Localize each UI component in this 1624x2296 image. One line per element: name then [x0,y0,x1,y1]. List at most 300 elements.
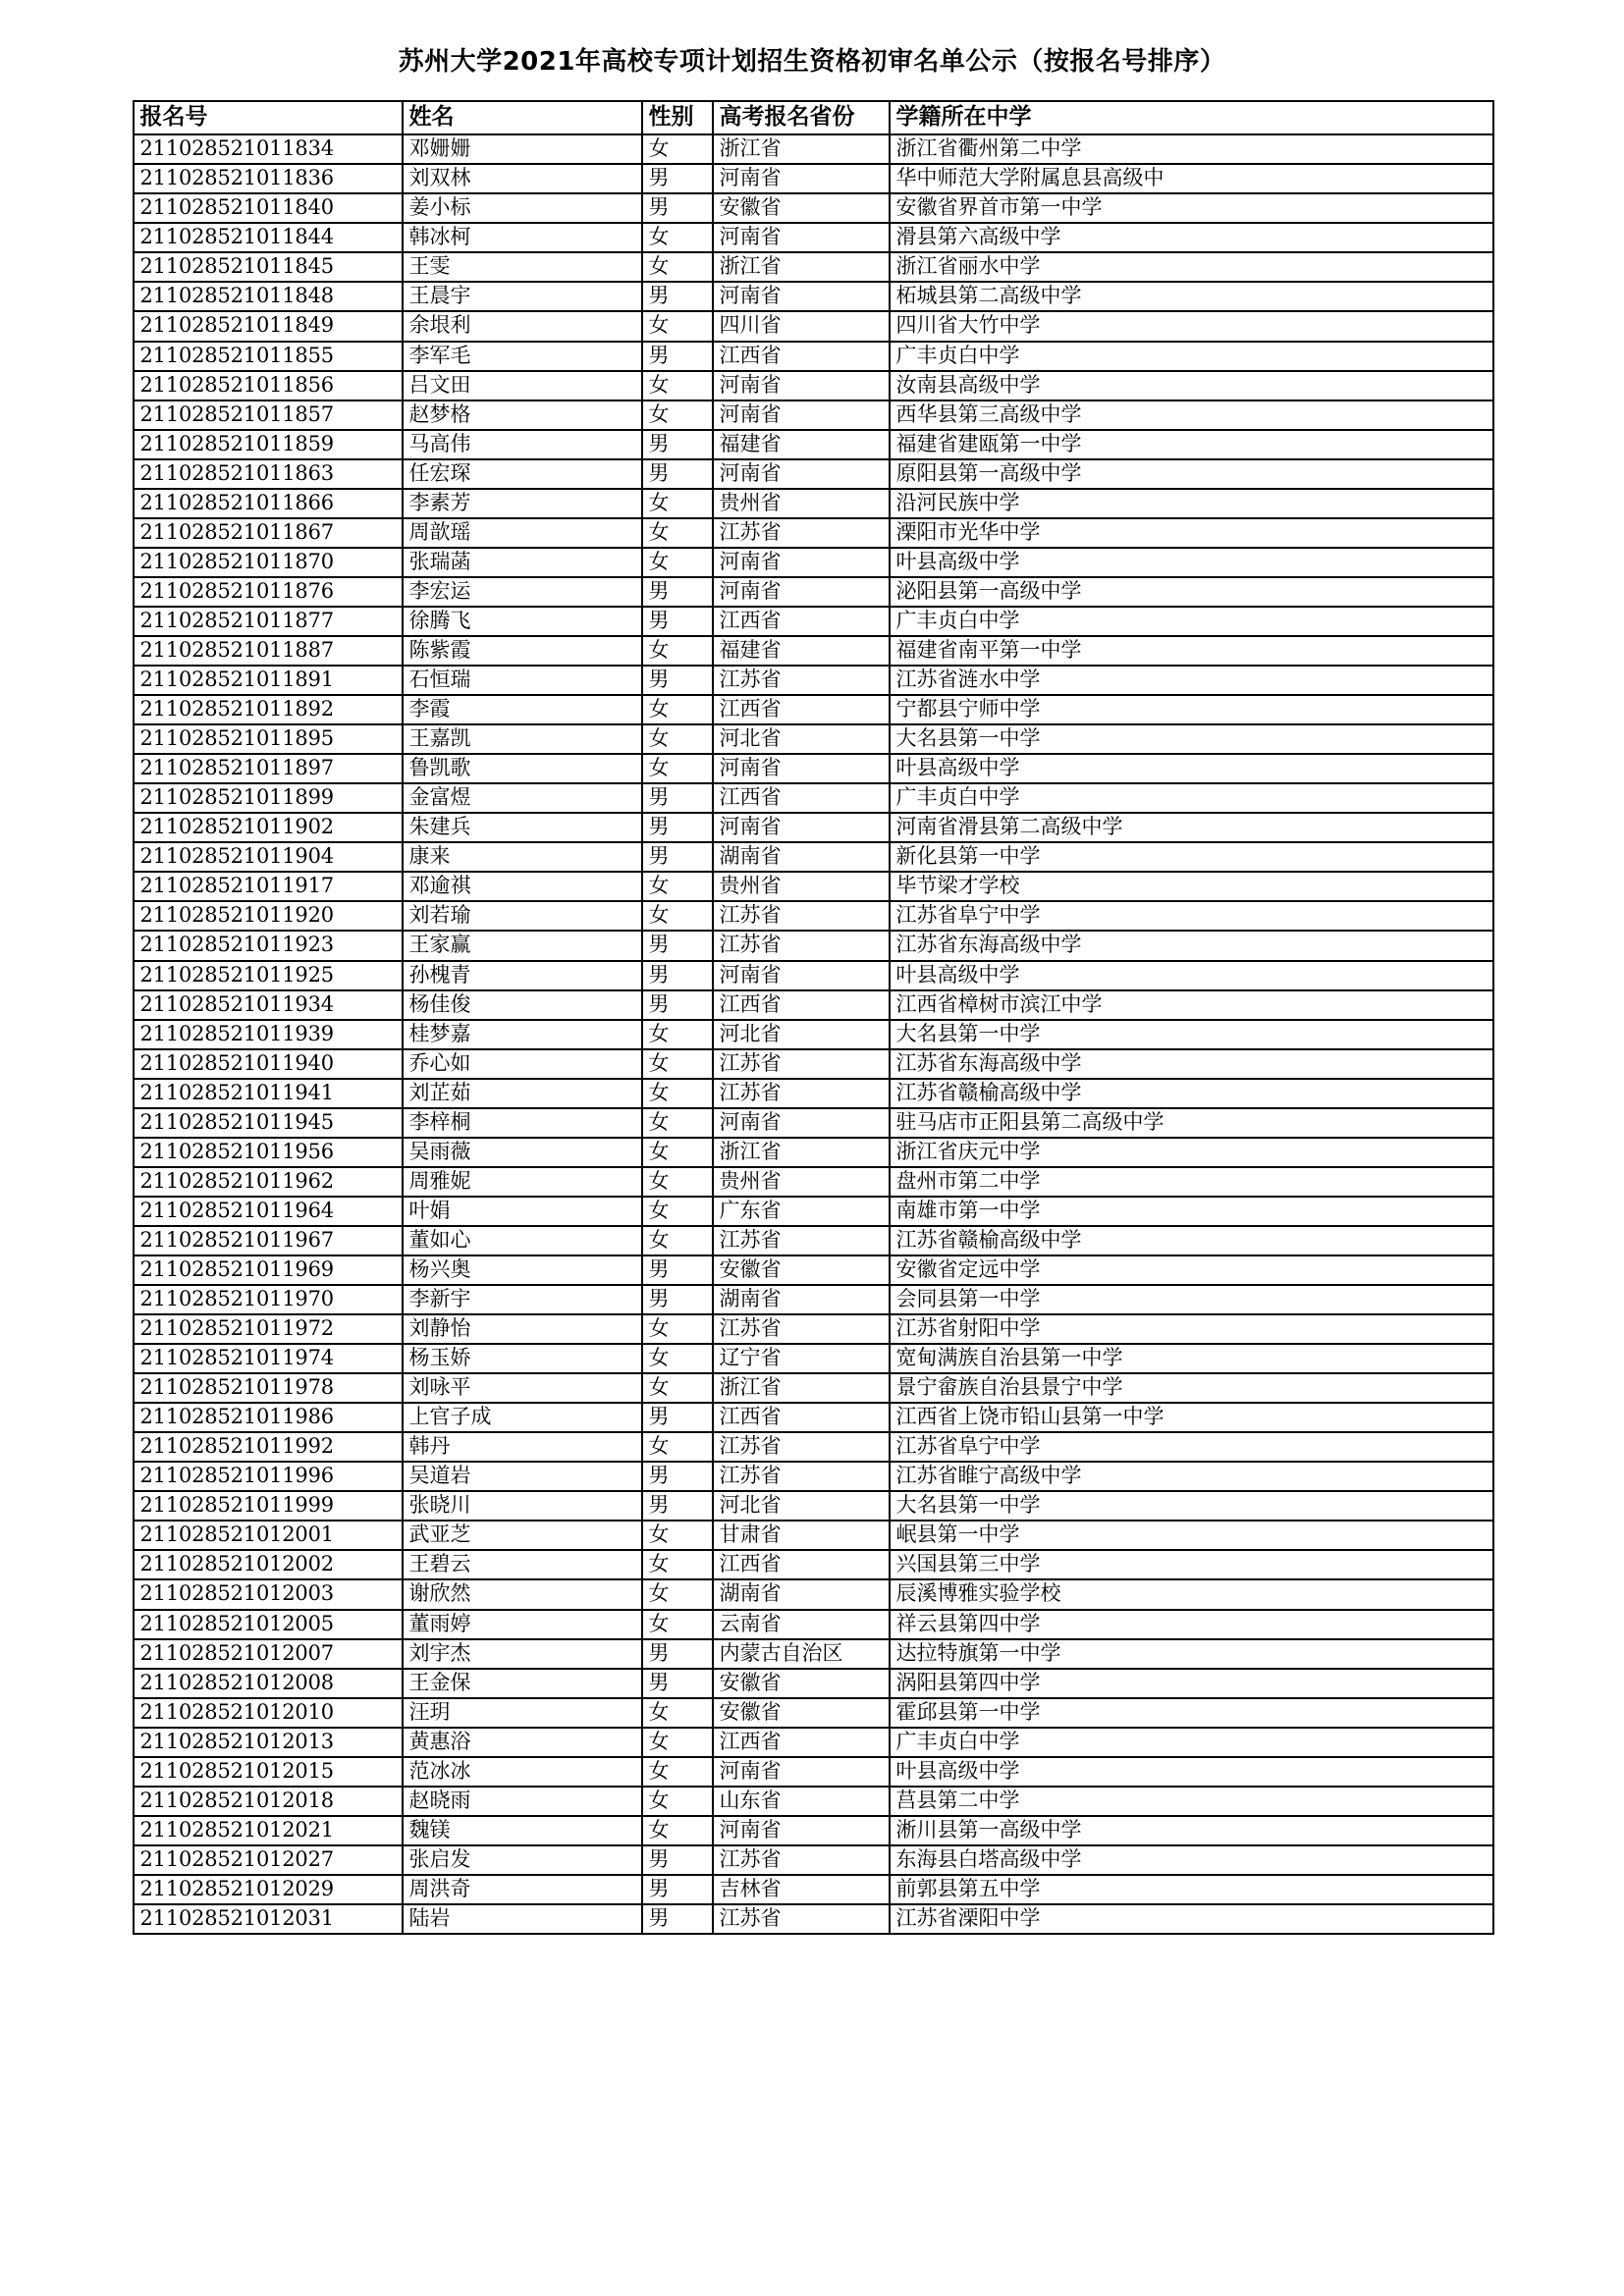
table-row [134,1610,1493,1639]
cell-province: 江苏省 [713,1432,890,1462]
table-row [134,1579,1493,1609]
cell-province: 河南省 [713,459,890,489]
cell-gender: 女 [642,1816,713,1845]
cell-province: 江西省 [713,342,890,371]
cell-school: 柘城县第二高级中学 [890,282,1493,311]
column-header-name: 姓名 [403,101,642,134]
cell-province: 河南省 [713,1757,890,1787]
cell-name: 张启发 [403,1845,642,1875]
cell-school: 前郭县第五中学 [890,1875,1493,1904]
cell-name: 吴雨薇 [403,1138,642,1167]
cell-name: 汪玥 [403,1698,642,1728]
cell-school: 河南省滑县第二高级中学 [890,813,1493,842]
table-row [134,990,1493,1020]
cell-gender: 男 [642,1403,713,1432]
cell-application-number: 211028521011848 [134,282,403,311]
cell-gender: 男 [642,1904,713,1934]
cell-gender: 女 [642,1344,713,1373]
cell-application-number: 211028521012003 [134,1579,403,1609]
cell-school: 宁都县宁师中学 [890,695,1493,724]
table-row [134,400,1493,430]
cell-province: 河北省 [713,1491,890,1521]
cell-name: 康来 [403,842,642,872]
cell-name: 乔心如 [403,1049,642,1079]
cell-province: 河南省 [713,813,890,842]
cell-school: 南雄市第一中学 [890,1197,1493,1226]
cell-province: 江西省 [713,783,890,813]
cell-application-number: 211028521012031 [134,1904,403,1934]
cell-name: 范冰冰 [403,1757,642,1787]
cell-province: 江苏省 [713,1904,890,1934]
cell-school: 江苏省射阳中学 [890,1314,1493,1344]
cell-gender: 女 [642,872,713,901]
cell-name: 吕文田 [403,371,642,400]
cell-application-number: 211028521012001 [134,1521,403,1550]
cell-province: 河南省 [713,223,890,252]
cell-province: 江西省 [713,990,890,1020]
table-row [134,1669,1493,1698]
cell-name: 杨兴奥 [403,1255,642,1285]
cell-school: 四川省大竹中学 [890,311,1493,341]
cell-gender: 女 [642,311,713,341]
cell-province: 安徽省 [713,1669,890,1698]
cell-application-number: 211028521011866 [134,489,403,518]
cell-gender: 女 [642,1167,713,1197]
cell-application-number: 211028521011895 [134,724,403,754]
cell-application-number: 211028521011956 [134,1138,403,1167]
cell-name: 周洪奇 [403,1875,642,1904]
cell-application-number: 211028521011939 [134,1020,403,1049]
cell-gender: 男 [642,1491,713,1521]
cell-province: 贵州省 [713,489,890,518]
cell-name: 韩冰柯 [403,223,642,252]
cell-school: 江苏省东海高级中学 [890,931,1493,960]
page-title: 苏州大学2021年高校专项计划招生资格初审名单公示（按报名号排序） [398,47,1226,77]
cell-province: 河北省 [713,1020,890,1049]
table-row [134,1049,1493,1079]
cell-gender: 男 [642,577,713,607]
column-header-province: 高考报名省份 [713,101,890,134]
cell-gender: 男 [642,430,713,459]
table-header-row [134,101,1493,134]
cell-name: 王晨宇 [403,282,642,311]
table-row [134,754,1493,783]
cell-name: 周雅妮 [403,1167,642,1197]
cell-application-number: 211028521011834 [134,134,403,164]
cell-province: 河南省 [713,577,890,607]
cell-school: 莒县第二中学 [890,1787,1493,1816]
cell-gender: 女 [642,1521,713,1550]
cell-gender: 女 [642,1610,713,1639]
cell-application-number: 211028521011964 [134,1197,403,1226]
cell-school: 叶县高级中学 [890,1757,1493,1787]
cell-application-number: 211028521011877 [134,607,403,636]
cell-gender: 男 [642,1462,713,1491]
table-row [134,1491,1493,1521]
cell-school: 浙江省庆元中学 [890,1138,1493,1167]
cell-gender: 男 [642,813,713,842]
cell-application-number: 211028521011845 [134,252,403,282]
table-row [134,1904,1493,1934]
cell-school: 广丰贞白中学 [890,607,1493,636]
cell-name: 邓逾祺 [403,872,642,901]
cell-school: 会同县第一中学 [890,1285,1493,1314]
cell-name: 武亚芝 [403,1521,642,1550]
cell-school: 东海县白塔高级中学 [890,1845,1493,1875]
cell-application-number: 211028521011859 [134,430,403,459]
cell-province: 江西省 [713,607,890,636]
cell-school: 驻马店市正阳县第二高级中学 [890,1108,1493,1138]
table-row [134,1079,1493,1108]
table-row [134,252,1493,282]
cell-province: 山东省 [713,1787,890,1816]
cell-application-number: 211028521011897 [134,754,403,783]
cell-school: 汝南县高级中学 [890,371,1493,400]
cell-school: 叶县高级中学 [890,754,1493,783]
cell-application-number: 211028521011974 [134,1344,403,1373]
cell-gender: 男 [642,607,713,636]
cell-school: 大名县第一中学 [890,1491,1493,1521]
cell-school: 江苏省溧阳中学 [890,1904,1493,1934]
cell-application-number: 211028521011857 [134,400,403,430]
cell-province: 江苏省 [713,1079,890,1108]
cell-application-number: 211028521011876 [134,577,403,607]
cell-application-number: 211028521011972 [134,1314,403,1344]
cell-province: 浙江省 [713,1138,890,1167]
table-row [134,193,1493,223]
cell-school: 新化县第一中学 [890,842,1493,872]
cell-application-number: 211028521012010 [134,1698,403,1728]
cell-application-number: 211028521012008 [134,1669,403,1698]
cell-gender: 女 [642,636,713,666]
cell-school: 广丰贞白中学 [890,342,1493,371]
table-row [134,1403,1493,1432]
table-row [134,459,1493,489]
cell-application-number: 211028521011892 [134,695,403,724]
cell-gender: 男 [642,961,713,990]
cell-name: 徐腾飞 [403,607,642,636]
cell-application-number: 211028521011891 [134,666,403,695]
cell-application-number: 211028521012015 [134,1757,403,1787]
cell-gender: 男 [642,342,713,371]
table-row [134,931,1493,960]
cell-school: 叶县高级中学 [890,961,1493,990]
table-row [134,1373,1493,1403]
cell-province: 辽宁省 [713,1344,890,1373]
cell-gender: 男 [642,783,713,813]
cell-name: 邓姗姗 [403,134,642,164]
cell-province: 内蒙古自治区 [713,1639,890,1669]
cell-province: 江苏省 [713,1226,890,1255]
cell-school: 江苏省赣榆高级中学 [890,1079,1493,1108]
cell-name: 金富煜 [403,783,642,813]
cell-province: 吉林省 [713,1875,890,1904]
cell-name: 魏镁 [403,1816,642,1845]
cell-name: 马高伟 [403,430,642,459]
cell-school: 原阳县第一高级中学 [890,459,1493,489]
cell-province: 安徽省 [713,193,890,223]
cell-application-number: 211028521011870 [134,548,403,577]
cell-gender: 女 [642,489,713,518]
cell-province: 安徽省 [713,1698,890,1728]
cell-province: 云南省 [713,1610,890,1639]
cell-school: 福建省南平第一中学 [890,636,1493,666]
cell-gender: 女 [642,1550,713,1579]
cell-gender: 女 [642,1314,713,1344]
cell-gender: 女 [642,1698,713,1728]
table-row [134,872,1493,901]
cell-application-number: 211028521011967 [134,1226,403,1255]
cell-application-number: 211028521011904 [134,842,403,872]
cell-name: 李军毛 [403,342,642,371]
cell-gender: 男 [642,1845,713,1875]
table-row [134,695,1493,724]
table-row [134,371,1493,400]
cell-gender: 女 [642,134,713,164]
cell-school: 大名县第一中学 [890,1020,1493,1049]
table-row [134,1698,1493,1728]
cell-province: 江苏省 [713,1845,890,1875]
cell-school: 泌阳县第一高级中学 [890,577,1493,607]
table-row [134,223,1493,252]
table-header [134,101,1493,134]
cell-application-number: 211028521011917 [134,872,403,901]
cell-school: 西华县第三高级中学 [890,400,1493,430]
cell-province: 江苏省 [713,1462,890,1491]
cell-name: 王嘉凯 [403,724,642,754]
table-row [134,1462,1493,1491]
cell-name: 李新宇 [403,1285,642,1314]
cell-name: 赵梦格 [403,400,642,430]
cell-name: 张晓川 [403,1491,642,1521]
cell-school: 兴国县第三中学 [890,1550,1493,1579]
table-row [134,1432,1493,1462]
cell-school: 江西省上饶市铅山县第一中学 [890,1403,1493,1432]
cell-application-number: 211028521011940 [134,1049,403,1079]
cell-application-number: 211028521011840 [134,193,403,223]
cell-province: 浙江省 [713,252,890,282]
table-row [134,1197,1493,1226]
cell-name: 王金保 [403,1669,642,1698]
cell-application-number: 211028521011999 [134,1491,403,1521]
table-row [134,1728,1493,1757]
cell-gender: 女 [642,1049,713,1079]
table-row [134,1255,1493,1285]
table-row [134,1167,1493,1197]
cell-name: 杨佳俊 [403,990,642,1020]
cell-application-number: 211028521012013 [134,1728,403,1757]
cell-gender: 女 [642,695,713,724]
roster-table [133,100,1494,1935]
cell-gender: 男 [642,990,713,1020]
table-row [134,489,1493,518]
cell-school: 霍邱县第一中学 [890,1698,1493,1728]
table-row [134,1344,1493,1373]
table-row [134,134,1493,164]
cell-school: 浙江省衢州第二中学 [890,134,1493,164]
cell-school: 岷县第一中学 [890,1521,1493,1550]
table-row [134,311,1493,341]
cell-province: 四川省 [713,311,890,341]
cell-application-number: 211028521011836 [134,164,403,193]
cell-application-number: 211028521011962 [134,1167,403,1197]
table-row [134,1845,1493,1875]
cell-province: 江苏省 [713,1049,890,1079]
cell-school: 浙江省丽水中学 [890,252,1493,282]
table-row [134,342,1493,371]
cell-application-number: 211028521011899 [134,783,403,813]
cell-name: 韩丹 [403,1432,642,1462]
cell-school: 祥云县第四中学 [890,1610,1493,1639]
table-row [134,813,1493,842]
table-row [134,1020,1493,1049]
cell-name: 黄惠浴 [403,1728,642,1757]
cell-application-number: 211028521011969 [134,1255,403,1285]
cell-province: 广东省 [713,1197,890,1226]
cell-name: 谢欣然 [403,1579,642,1609]
table-row [134,1108,1493,1138]
cell-name: 王雯 [403,252,642,282]
roster-table-container [133,100,1492,1935]
table-row [134,961,1493,990]
cell-province: 江西省 [713,1550,890,1579]
cell-province: 江西省 [713,1403,890,1432]
cell-province: 河南省 [713,548,890,577]
cell-name: 石恒瑞 [403,666,642,695]
cell-gender: 女 [642,1373,713,1403]
cell-name: 陆岩 [403,1904,642,1934]
cell-school: 安徽省界首市第一中学 [890,193,1493,223]
cell-name: 任宏琛 [403,459,642,489]
cell-province: 河南省 [713,282,890,311]
cell-name: 叶娟 [403,1197,642,1226]
cell-application-number: 211028521012029 [134,1875,403,1904]
cell-gender: 女 [642,1432,713,1462]
cell-application-number: 211028521012021 [134,1816,403,1845]
table-row [134,1875,1493,1904]
cell-name: 李梓桐 [403,1108,642,1138]
table-row [134,1550,1493,1579]
cell-school: 景宁畲族自治县景宁中学 [890,1373,1493,1403]
cell-school: 宽甸满族自治县第一中学 [890,1344,1493,1373]
cell-name: 张瑞菡 [403,548,642,577]
cell-gender: 女 [642,1226,713,1255]
table-row [134,1787,1493,1816]
cell-application-number: 211028521011945 [134,1108,403,1138]
cell-application-number: 211028521011923 [134,931,403,960]
cell-school: 大名县第一中学 [890,724,1493,754]
cell-application-number: 211028521011986 [134,1403,403,1432]
cell-name: 姜小标 [403,193,642,223]
cell-province: 河南省 [713,754,890,783]
cell-province: 江西省 [713,1728,890,1757]
table-row [134,607,1493,636]
cell-province: 浙江省 [713,134,890,164]
cell-school: 淅川县第一高级中学 [890,1816,1493,1845]
cell-name: 赵晓雨 [403,1787,642,1816]
cell-gender: 男 [642,931,713,960]
cell-gender: 女 [642,518,713,548]
cell-application-number: 211028521011978 [134,1373,403,1403]
table-row [134,724,1493,754]
cell-province: 福建省 [713,636,890,666]
cell-name: 杨玉娇 [403,1344,642,1373]
cell-school: 辰溪博雅实验学校 [890,1579,1493,1609]
cell-application-number: 211028521012018 [134,1787,403,1816]
cell-gender: 男 [642,164,713,193]
cell-province: 福建省 [713,430,890,459]
cell-gender: 男 [642,842,713,872]
cell-name: 王碧云 [403,1550,642,1579]
cell-school: 达拉特旗第一中学 [890,1639,1493,1669]
cell-school: 叶县高级中学 [890,548,1493,577]
cell-gender: 男 [642,1639,713,1669]
cell-school: 沿河民族中学 [890,489,1493,518]
cell-application-number: 211028521011856 [134,371,403,400]
table-row [134,842,1493,872]
cell-province: 河南省 [713,164,890,193]
cell-gender: 女 [642,252,713,282]
table-row [134,518,1493,548]
cell-application-number: 211028521011941 [134,1079,403,1108]
cell-name: 李宏运 [403,577,642,607]
table-row [134,548,1493,577]
cell-province: 江苏省 [713,931,890,960]
cell-gender: 女 [642,724,713,754]
cell-gender: 女 [642,901,713,931]
cell-application-number: 211028521011925 [134,961,403,990]
cell-name: 桂梦嘉 [403,1020,642,1049]
table-row [134,1757,1493,1787]
table-row [134,430,1493,459]
cell-name: 上官子成 [403,1403,642,1432]
cell-school: 江苏省阜宁中学 [890,901,1493,931]
cell-school: 滑县第六高级中学 [890,223,1493,252]
cell-gender: 男 [642,1255,713,1285]
cell-gender: 女 [642,754,713,783]
cell-application-number: 211028521011996 [134,1462,403,1491]
cell-gender: 女 [642,223,713,252]
cell-province: 安徽省 [713,1255,890,1285]
cell-application-number: 211028521012007 [134,1639,403,1669]
cell-gender: 女 [642,1787,713,1816]
cell-school: 盘州市第二中学 [890,1167,1493,1197]
cell-school: 江苏省赣榆高级中学 [890,1226,1493,1255]
cell-application-number: 211028521011844 [134,223,403,252]
cell-name: 朱建兵 [403,813,642,842]
cell-school: 涡阳县第四中学 [890,1669,1493,1698]
cell-gender: 男 [642,282,713,311]
cell-gender: 女 [642,1079,713,1108]
cell-gender: 女 [642,1138,713,1167]
cell-name: 王家赢 [403,931,642,960]
cell-application-number: 211028521011887 [134,636,403,666]
cell-gender: 男 [642,193,713,223]
column-header-gender: 性别 [642,101,713,134]
cell-application-number: 211028521011849 [134,311,403,341]
cell-gender: 男 [642,459,713,489]
table-row [134,783,1493,813]
table-row [134,1285,1493,1314]
cell-name: 董雨婷 [403,1610,642,1639]
cell-application-number: 211028521011863 [134,459,403,489]
cell-application-number: 211028521012005 [134,1610,403,1639]
cell-province: 江苏省 [713,1314,890,1344]
table-row [134,577,1493,607]
cell-school: 江苏省睢宁高级中学 [890,1462,1493,1491]
cell-province: 河南省 [713,1108,890,1138]
cell-gender: 男 [642,1285,713,1314]
